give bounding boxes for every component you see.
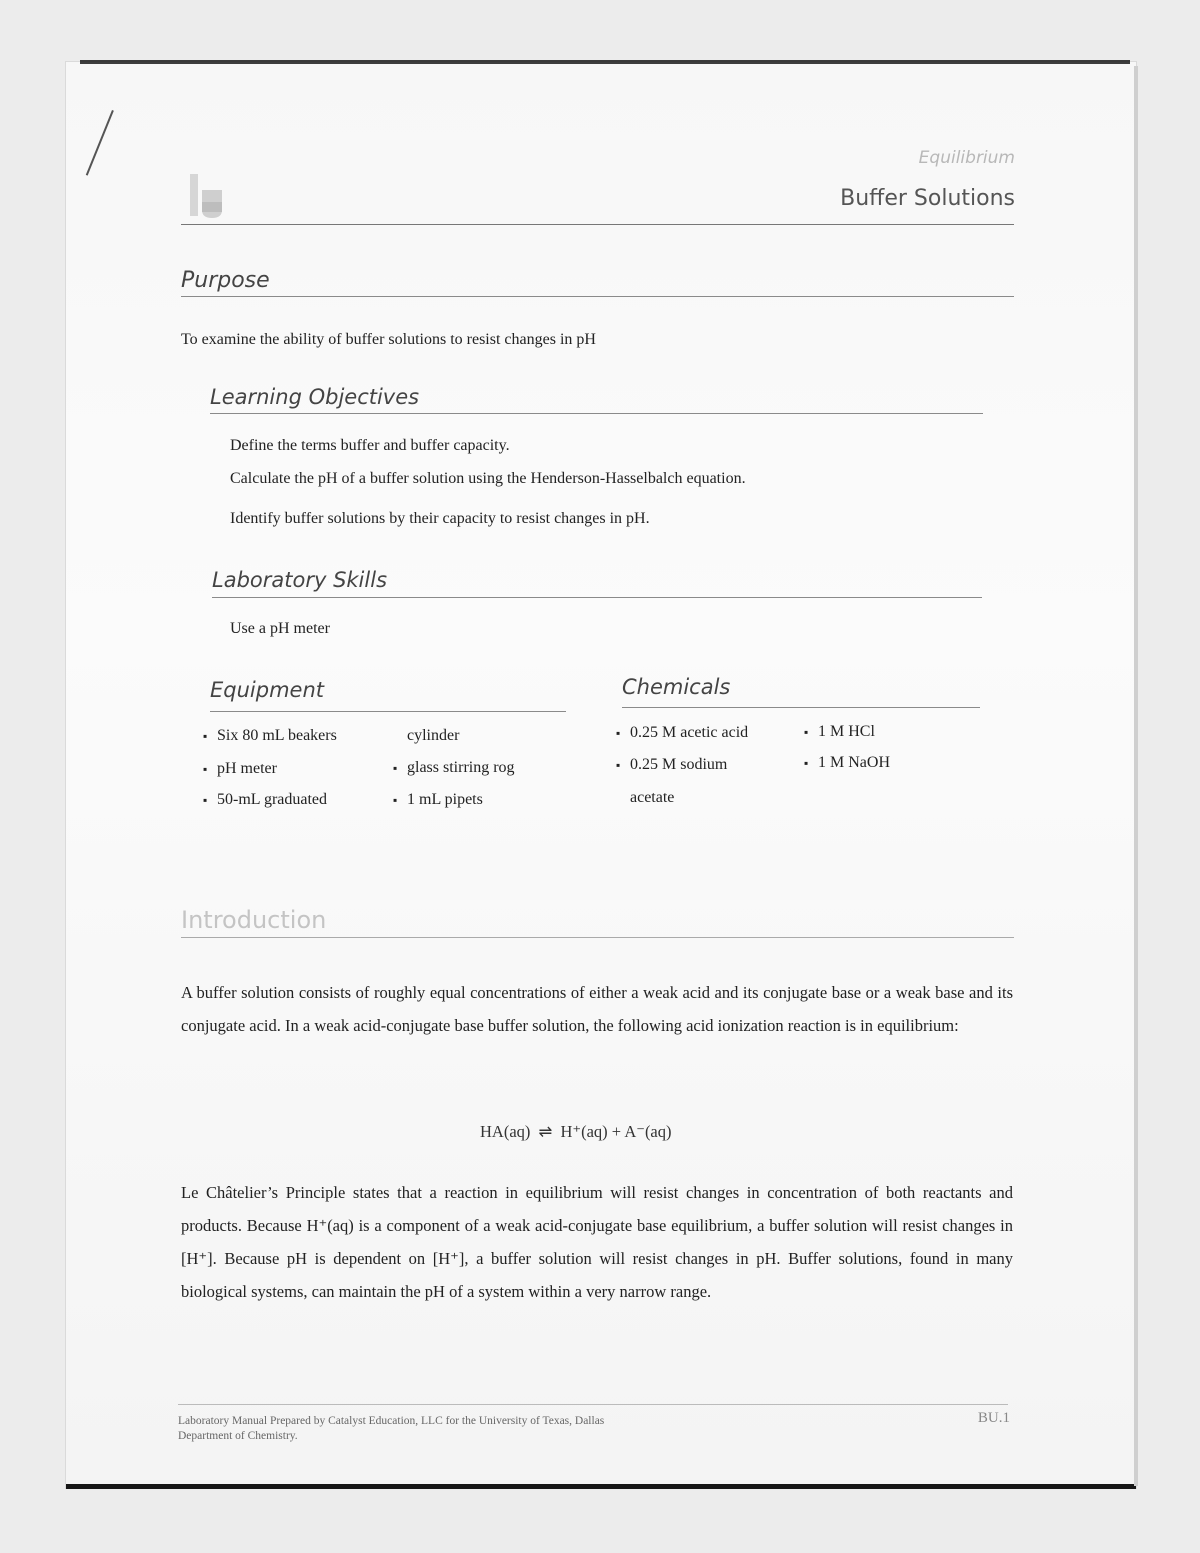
equipment-item: ▪ glass stirring rog — [393, 759, 515, 776]
objective-item: Define the terms buffer and buffer capacity. — [230, 437, 510, 454]
learning-objectives-rule — [210, 413, 983, 414]
skill-item: Use a pH meter — [230, 620, 330, 637]
introduction-paragraph-2: Le Châtelier’s Principle states that a reaction in equilibrium will resist changes in concentration of both reactants and products. Because H⁺(aq) is a component of a weak acid-conjugate base equilibrium, a buffer solution will resist changes in [H⁺]. Because pH is dependent on [H⁺], a buffer solution will resist changes in pH. Buffer solutions, found in many biological systems, can maintain the pH of a system within a very narrow range. — [181, 1183, 1013, 1301]
laboratory-skills-rule — [212, 597, 982, 598]
equipment-item-continuation: cylinder — [407, 727, 460, 744]
footer-line-2: Department of Chemistry. — [178, 1430, 298, 1442]
introduction-rule — [181, 937, 1014, 938]
page-bottom-edge — [66, 1484, 1136, 1489]
equilibrium-arrow-icon: ⇌ — [538, 1122, 553, 1141]
page-top-edge — [80, 60, 1130, 64]
chemical-item: ▪ 1 M HCl — [804, 723, 875, 740]
purpose-rule — [181, 296, 1014, 297]
header-rule — [181, 224, 1014, 225]
acid-ionization-equation — [480, 1122, 672, 1142]
chapter-kicker: Equilibrium — [918, 148, 1015, 168]
equipment-item: ▪ pH meter — [203, 760, 277, 777]
equipment-rule — [210, 711, 566, 712]
chemicals-heading: Chemicals — [622, 675, 731, 699]
equipment-heading: Equipment — [210, 678, 324, 702]
equation-rhs: H⁺(aq) + A⁻(aq) — [560, 1122, 672, 1141]
learning-objectives-heading: Learning Objectives — [210, 385, 420, 409]
chapter-title: Buffer Solutions — [840, 186, 1015, 211]
chemical-item: ▪ 0.25 M acetic acid — [616, 724, 749, 741]
purpose-heading: Purpose — [181, 268, 270, 293]
footer-rule — [178, 1404, 1008, 1405]
equipment-item: ▪ 1 mL pipets — [393, 791, 483, 808]
equation-lhs: HA(aq) — [480, 1122, 531, 1141]
purpose-text: To examine the ability of buffer solutions to resist changes in pH — [181, 331, 596, 348]
chemicals-rule — [622, 707, 980, 708]
lab-logo-icon — [188, 172, 232, 222]
chemical-item: ▪ 1 M NaOH — [804, 754, 890, 771]
laboratory-skills-heading: Laboratory Skills — [212, 568, 388, 592]
introduction-paragraph-1: A buffer solution consists of roughly equal concentrations of either a weak acid and its conjugate base or a weak base and its conjugate acid. In a weak acid-conjugate base buffer solution, the following acid ionization reaction is in equilibrium: — [181, 983, 1013, 1035]
page-right-edge — [1134, 66, 1138, 1486]
chemical-item-continuation: acetate — [630, 789, 675, 806]
equipment-item: ▪ Six 80 mL beakers — [203, 727, 337, 744]
footer-line-1: Laboratory Manual Prepared by Catalyst Education, LLC for the University of Texas, Dallas — [178, 1415, 605, 1427]
equipment-item: ▪ 50-mL graduated — [203, 791, 328, 808]
objective-item: Identify buffer solutions by their capacity to resist changes in pH. — [230, 510, 650, 527]
footer-credit — [178, 1414, 604, 1444]
introduction-heading: Introduction — [181, 906, 327, 934]
chemical-item: ▪ 0.25 M sodium — [616, 756, 728, 773]
objective-item: Calculate the pH of a buffer solution using the Henderson-Hasselbalch equation. — [230, 470, 746, 487]
page-number: BU.1 — [977, 1410, 1010, 1426]
